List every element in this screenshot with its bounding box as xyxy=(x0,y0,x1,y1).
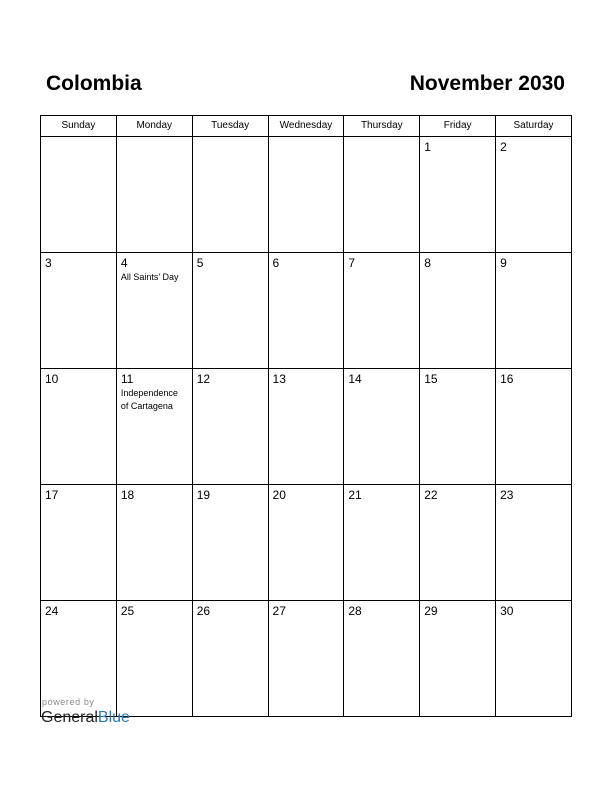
day-number: 9 xyxy=(500,256,507,270)
day-number: 24 xyxy=(45,604,59,618)
powered-by-label: powered by xyxy=(42,697,95,707)
week-row xyxy=(41,137,572,253)
day-number: 3 xyxy=(45,256,52,270)
day-cell xyxy=(116,485,192,601)
day-cell xyxy=(268,485,344,601)
day-number: 1 xyxy=(424,140,431,154)
day-number: 16 xyxy=(500,372,514,386)
day-cell xyxy=(344,137,420,253)
day-number: 14 xyxy=(348,372,362,386)
day-cell xyxy=(496,601,572,717)
day-number: 30 xyxy=(500,604,514,618)
day-number: 18 xyxy=(120,488,135,502)
weekday-header: Friday xyxy=(420,116,496,137)
weekday-header: Saturday xyxy=(496,116,572,137)
day-number: 25 xyxy=(120,604,135,618)
country-title: Colombia xyxy=(46,72,142,95)
day-number: 8 xyxy=(424,256,431,270)
day-cell xyxy=(496,137,572,253)
day-cell xyxy=(344,601,420,717)
month-title: November 2030 xyxy=(409,72,565,95)
day-cell xyxy=(268,369,344,485)
weekday-header: Monday xyxy=(116,116,192,137)
day-number: 23 xyxy=(500,488,514,502)
day-number: 29 xyxy=(424,604,438,618)
day-cell xyxy=(192,253,268,369)
day-cell xyxy=(192,601,268,717)
day-cell xyxy=(41,137,117,253)
day-cell xyxy=(420,137,496,253)
day-number: 5 xyxy=(196,256,204,270)
day-cell xyxy=(41,485,117,601)
day-number: 17 xyxy=(45,488,59,502)
day-cell xyxy=(420,485,496,601)
weekday-header: Wednesday xyxy=(268,116,344,137)
day-cell xyxy=(344,253,420,369)
day-number: 21 xyxy=(348,488,362,502)
week-row xyxy=(41,253,572,369)
day-number: 20 xyxy=(272,488,286,502)
calendar-grid xyxy=(40,115,572,717)
day-cell xyxy=(420,253,496,369)
day-number: 4 xyxy=(120,256,128,270)
day-cell xyxy=(496,253,572,369)
day-number: 26 xyxy=(196,604,211,618)
day-cell xyxy=(268,137,344,253)
day-number: 13 xyxy=(272,372,286,386)
day-cell xyxy=(344,369,420,485)
day-number: 27 xyxy=(272,604,286,618)
day-cell xyxy=(420,601,496,717)
day-cell xyxy=(420,369,496,485)
holiday-label: All Saints’ Day xyxy=(120,272,179,282)
weekday-header: Thursday xyxy=(344,116,420,137)
day-cell xyxy=(192,369,268,485)
day-cell xyxy=(192,137,268,253)
brand-name-part2: Blue xyxy=(97,709,130,726)
weekday-header: Tuesday xyxy=(192,116,268,137)
day-cell xyxy=(268,601,344,717)
week-row xyxy=(41,601,572,717)
day-cell xyxy=(496,485,572,601)
week-row xyxy=(41,369,572,485)
weekday-header-row xyxy=(41,116,572,137)
day-cell xyxy=(496,369,572,485)
day-cell xyxy=(116,601,192,717)
day-cell xyxy=(268,253,344,369)
day-cell xyxy=(41,253,117,369)
day-number: 22 xyxy=(424,488,438,502)
day-number: 15 xyxy=(424,372,438,386)
day-cell xyxy=(116,253,192,369)
generalblue-logo[interactable] xyxy=(41,708,130,728)
day-number: 28 xyxy=(348,604,362,618)
day-number: 11 xyxy=(120,372,134,386)
week-row xyxy=(41,485,572,601)
day-cell xyxy=(41,369,117,485)
day-number: 2 xyxy=(500,140,507,154)
day-number: 12 xyxy=(196,372,211,386)
day-cell xyxy=(344,485,420,601)
day-number: 10 xyxy=(45,372,59,386)
holiday-label: Independence of Cartagena xyxy=(120,388,178,411)
day-number: 7 xyxy=(348,256,356,270)
day-cell xyxy=(192,485,268,601)
weekday-header: Sunday xyxy=(41,116,117,137)
day-number: 19 xyxy=(196,488,211,502)
day-cell xyxy=(116,369,192,485)
day-cell xyxy=(116,137,192,253)
brand-name-part1: General xyxy=(41,709,98,726)
day-number: 6 xyxy=(272,256,280,270)
